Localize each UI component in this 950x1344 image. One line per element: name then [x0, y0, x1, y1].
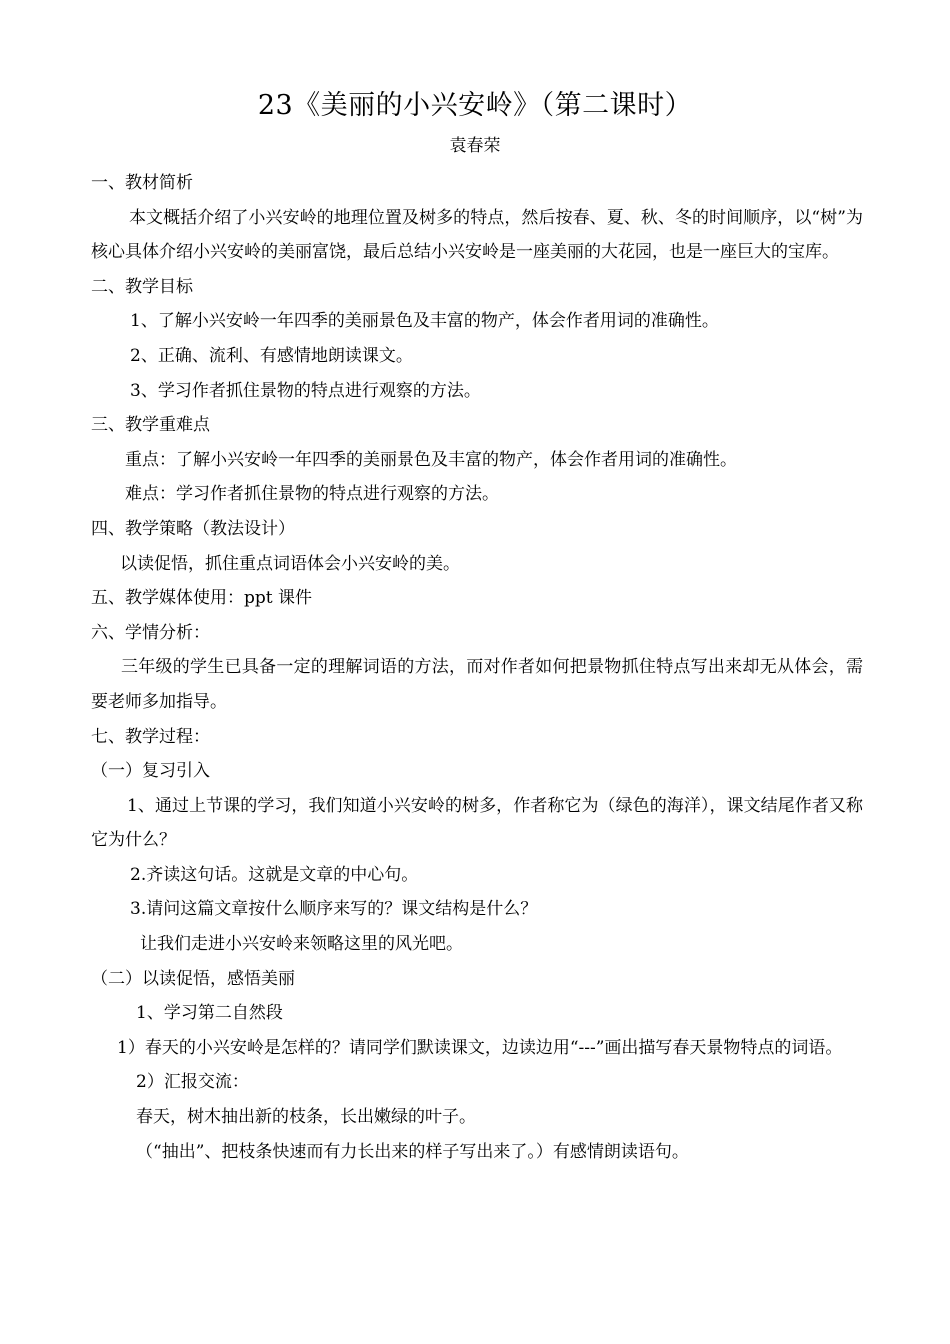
process-heading-1: （一）复习引入	[91, 761, 210, 782]
process-1-item-4: 让我们走进小兴安岭来领略这里的风光吧。	[140, 934, 463, 955]
process-2-question-2: 2）汇报交流：	[136, 1072, 249, 1093]
section-heading-3: 三、教学重难点	[91, 415, 210, 436]
process-2-subheading-1: 1、学习第二自然段	[136, 1003, 283, 1024]
section-heading-4: 四、教学策略（教法设计）	[91, 518, 295, 539]
goal-item-2: 2、正确、流利、有感情地朗读课文。	[130, 345, 413, 366]
document-title: 23《美丽的小兴安岭》（第二课时）	[257, 90, 693, 121]
difficult-point: 难点：学习作者抓住景物的特点进行观察的方法。	[125, 484, 499, 505]
section-1-paragraph: 本文概括介绍了小兴安岭的地理位置及树多的特点，然后按春、夏、秋、冬的时间顺序，以“树”为核心具体介绍小兴安岭的美丽富饶，最后总结小兴安岭是一座美丽的大花园，也是一座巨大的宝库。	[91, 207, 863, 263]
process-1-item-1: 1、通过上节课的学习，我们知道小兴安岭的树多，作者称它为（绿色的海洋），课文结尾作者又称它为什么？	[91, 795, 863, 851]
learner-analysis-paragraph: 三年级的学生已具备一定的理解词语的方法，而对作者如何把景物抓住特点写出来却无从体会，需要老师多加指导。	[91, 657, 863, 712]
process-1-item-2: 2.齐读这句话。这就是文章的中心句。	[130, 864, 419, 885]
process-2-question-1: 1）春天的小兴安岭是怎样的？请同学们默读课文，边读边用“---”画出描写春天景物特点的词语。	[117, 1037, 843, 1058]
process-1-item-3: 3.请问这篇文章按什么顺序来写的？课文结构是什么？	[130, 899, 538, 920]
author-name: 袁春荣	[449, 136, 501, 156]
section-heading-7: 七、教学过程：	[91, 726, 210, 747]
section-heading-6: 六、学情分析：	[91, 622, 210, 643]
section-heading-5: 五、教学媒体使用：ppt 课件	[91, 588, 312, 609]
goal-item-3: 3、学习作者抓住景物的特点进行观察的方法。	[130, 380, 481, 401]
document-body	[91, 166, 863, 1169]
key-point: 重点：了解小兴安岭一年四季的美丽景色及丰富的物产，体会作者用词的准确性。	[125, 449, 737, 470]
process-2-text-2: （“抽出”、把枝条快速而有力长出来的样子写出来了。）有感情朗读语句。	[136, 1141, 689, 1162]
section-heading-2: 二、教学目标	[91, 276, 193, 297]
strategy-text: 以读促悟，抓住重点词语体会小兴安岭的美。	[120, 553, 460, 574]
section-heading-1: 一、教材简析	[91, 173, 193, 193]
process-heading-2: （二）以读促悟，感悟美丽	[91, 968, 295, 989]
process-2-text-1: 春天，树木抽出新的枝条，长出嫩绿的叶子。	[136, 1107, 476, 1128]
goal-item-1: 1、了解小兴安岭一年四季的美丽景色及丰富的物产，体会作者用词的准确性。	[130, 311, 719, 332]
